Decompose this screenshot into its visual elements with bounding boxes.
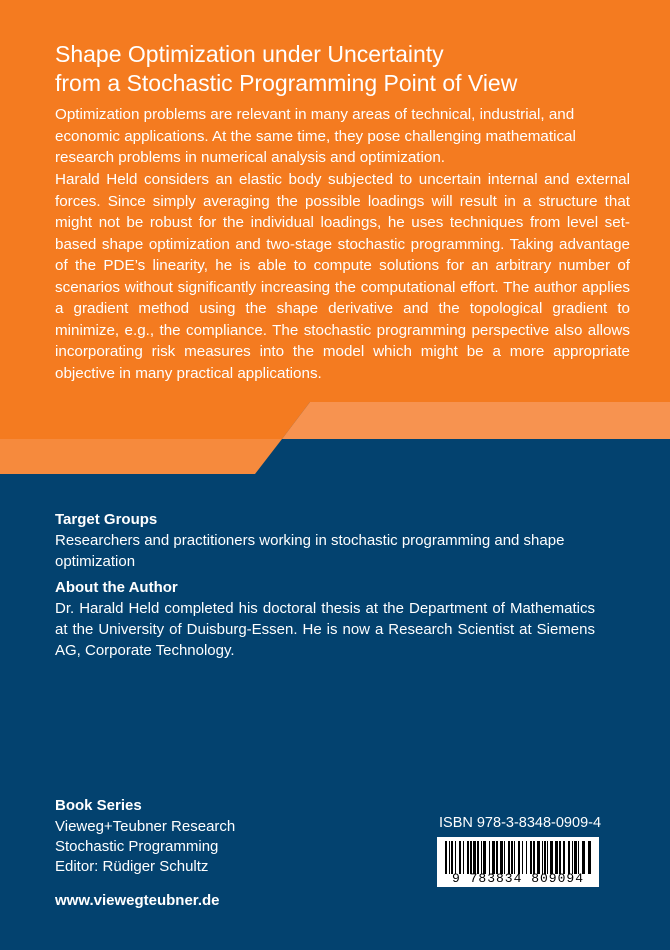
- barcode-bar: [514, 841, 515, 874]
- book-title: [55, 40, 655, 98]
- barcode-bar: [522, 841, 523, 874]
- barcode-bar: [489, 841, 490, 874]
- book-series-heading: Book Series: [55, 797, 142, 814]
- barcode-bar: [578, 841, 579, 874]
- book-series-editor: Editor: Rüdiger Schultz: [55, 858, 209, 875]
- barcode-bar: [537, 841, 540, 874]
- barcode-bar: [526, 841, 527, 874]
- barcode-bar: [530, 841, 532, 874]
- barcode-bar: [582, 841, 585, 874]
- barcode-bar: [572, 841, 573, 874]
- barcode-bar: [451, 841, 453, 874]
- barcode-bar: [492, 841, 495, 874]
- book-series-line: Vieweg+Teubner Research: [55, 818, 236, 835]
- barcode-number: 9 783834 809094: [451, 871, 585, 886]
- barcode-bar: [511, 841, 513, 874]
- barcode-bar: [588, 841, 591, 874]
- barcode: [437, 837, 599, 887]
- about-author-text: Dr. Harald Held completed his doctoral thesis at the Department of Mathematics at the University of Duisburg-Essen. He is now a Research Scientist at Siemens AG, Corporate Technology.: [55, 600, 595, 659]
- barcode-bar: [547, 841, 548, 874]
- publisher-website[interactable]: www.viewegteubner.de: [55, 892, 220, 909]
- barcode-bar: [574, 841, 577, 874]
- barcode-bar: [463, 841, 464, 874]
- light-band-left: [0, 439, 282, 474]
- barcode-bar: [533, 841, 535, 874]
- title-line-1: Shape Optimization under Uncertainty: [55, 41, 444, 67]
- barcode-bar: [445, 841, 447, 874]
- barcode-bar: [559, 841, 561, 874]
- isbn-label: ISBN 978-3-8348-0909-4: [439, 815, 602, 831]
- barcode-bar: [500, 841, 503, 874]
- barcode-bar: [542, 841, 543, 874]
- description-paragraph: Harald Held considers an elastic body subjected to uncertain internal and external forces. Since simply averaging the possible loadings will result in a structure that might not be robust for the individual loadings, he uses techniques from level set-based shape optimization and two-stage stochastic programming. Taking advantage of the PDE’s linearity, he is able to compute solutions for an arbitrary number of scenarios without significantly increasing the computational effort. The author applies a gradient method using the shape derivative and the topological gradient to minimize, e.g., the compliance. The stochastic programming perspective also allows incorporating risk measures into the model which might be a more appropriate objective in many practical applications.: [55, 171, 630, 382]
- barcode-bar: [518, 841, 520, 874]
- barcode-bar: [473, 841, 476, 874]
- barcode-bar: [496, 841, 498, 874]
- book-series-line: Stochastic Programming: [55, 838, 219, 855]
- target-groups-text: Researchers and practitioners working in stochastic programming and shape optimization: [55, 532, 565, 570]
- barcode-bar: [550, 841, 553, 874]
- light-band-right: [282, 402, 670, 439]
- barcode-bar: [481, 841, 482, 874]
- barcode-bar: [568, 841, 570, 874]
- target-groups-heading: Target Groups: [55, 511, 158, 528]
- barcode-bar: [459, 841, 461, 874]
- barcode-bar: [467, 841, 469, 874]
- about-author-heading: About the Author: [55, 579, 178, 596]
- barcode-bar: [449, 841, 450, 874]
- title-line-2: from a Stochastic Programming Point of View: [55, 70, 518, 96]
- barcode-bar: [563, 841, 565, 874]
- barcode-bar: [477, 841, 479, 874]
- barcode-bar: [504, 841, 505, 874]
- barcode-bar: [483, 841, 486, 874]
- barcode-bar: [555, 841, 558, 874]
- barcode-bar: [470, 841, 472, 874]
- barcode-bar: [508, 841, 510, 874]
- barcode-bars: [445, 841, 591, 874]
- intro-paragraph: Optimization problems are relevant in many areas of technical, industrial, and economic applications. At the same time, they pose challenging mathematical research problems in numerical analysis and optimization.: [55, 106, 576, 166]
- barcode-bar: [544, 841, 546, 874]
- barcode-bar: [455, 841, 456, 874]
